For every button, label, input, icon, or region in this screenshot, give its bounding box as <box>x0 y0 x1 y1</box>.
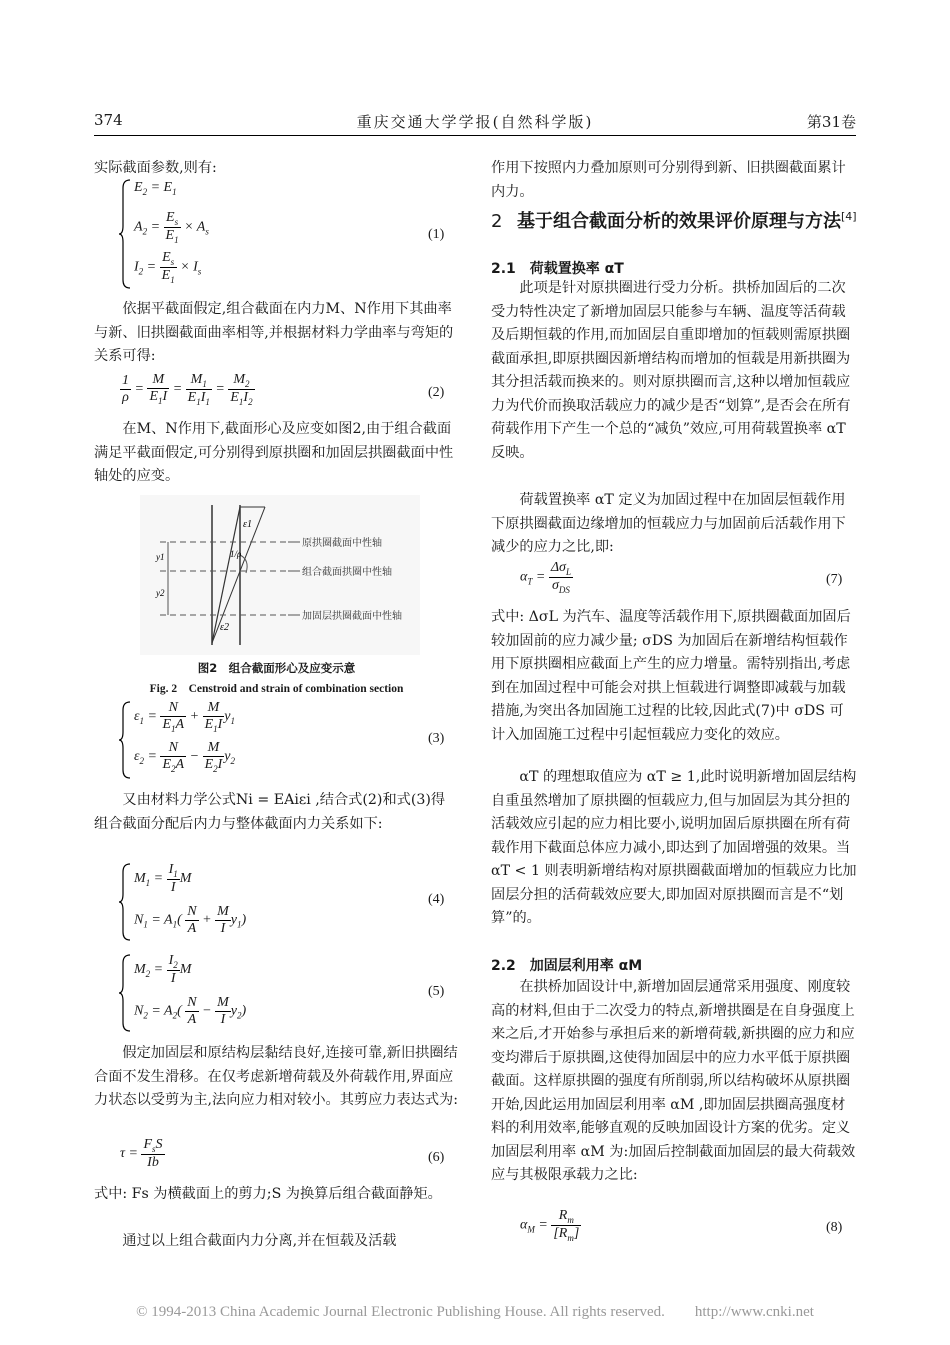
eq2-number: (2) <box>428 385 445 400</box>
equation-4: $M_1$ = $\frac{I_1}{I}$ M $N_1 = A_1$( $\frac{N}{A}$ + $\frac{M}{I}$ $y_1$) <box>118 862 318 942</box>
left-para-0: 实际截面参数,则有: <box>94 160 217 176</box>
section-2-2-heading: 2.2 加固层利用率 αM <box>491 958 643 974</box>
header-rule <box>94 135 856 136</box>
eq8-number: (8) <box>826 1220 843 1235</box>
right-para-0: 作用下按照内力叠加原则可分别得到新、旧拱圈截面累计内力。 <box>491 160 846 200</box>
copyright-footer: © 1994-2013 China Academic Journal Electronic Publishing House. All rights reserved. http://www.cnki.net <box>136 1304 814 1320</box>
eq4-number: (4) <box>428 892 445 907</box>
label-y1: y1 <box>156 552 165 562</box>
figure-2-diagram <box>140 495 420 655</box>
equation-3: $\varepsilon_1$ = $\frac{N}{E_1A}$ + $\frac{M}{E_1I}$ $y_1$ $\varepsilon_2$ = $\frac{N}{E_2A}$ − $\frac{M}{E_2I}$ $y_2$ <box>118 700 318 780</box>
left-para-1: 依据平截面假定,组合截面在内力M、N作用下其曲率与新、旧拱圈截面曲率相等,并根据材料力学曲率与弯矩的关系可得: <box>94 301 454 364</box>
equation-6: τ = $\frac{F_sS}{Ib}$ <box>120 1137 163 1170</box>
brace-icon <box>118 862 132 942</box>
eq6-number: (6) <box>428 1150 445 1165</box>
section-2-1-heading: 2.1 荷载置换率 αT <box>491 261 624 277</box>
left-para-6: 通过以上组合截面内力分离,并在恒载及活载 <box>122 1233 397 1249</box>
section-2-ref: [4] <box>841 210 857 223</box>
equation-8: $\alpha_M$ = $\frac{R_m}{[R_m]}$ <box>520 1208 580 1243</box>
right-para-4: αT 的理想取值应为 αT ≥ 1,此时说明新增加固层结构自重虽然增加了原拱圈的恒载应力,但与加固层为其分担的活载效应引起的应力相比要小,说明加固后原拱圈在所有荷载作用下截面总体应力减小,即达到了加固增强的效果。当 αT < 1 则表明新增结构对原拱圈截面增加的恒载应力比加固层分担的活荷载效应要大,即加固对原拱圈而言是不“划算”的。 <box>491 769 857 926</box>
left-para-4: 假定加固层和原结构层黏结良好,连接可靠,新旧拱圈结合面不发生滑移。在仅考虑新增荷载及外荷载作用,界面应力状态以受剪为主,法向应力相对较小。其剪应力表达式为: <box>94 1045 458 1108</box>
label-y2: y2 <box>156 588 165 598</box>
left-para-3: 又由材料力学公式Ni = EAiεi ,结合式(2)和式(3)得组合截面分配后内力与整体截面内力关系如下: <box>94 792 446 832</box>
brace-icon <box>118 953 132 1033</box>
left-para-5: 式中: Fs 为横截面上的剪力;S 为换算后组合截面静矩。 <box>94 1186 442 1202</box>
equation-7: $\alpha_T$ = $\frac{\Delta\sigma_L}{\sigma_{DS}}$ <box>520 560 571 595</box>
section-2-heading <box>491 204 857 235</box>
label-epsilon1: ε1 <box>243 519 252 530</box>
label-curvature: 1/ρ <box>230 549 242 559</box>
section-2-number: 2 <box>491 211 503 232</box>
right-para-5: 在拱桥加固设计中,新增加固层通常采用强度、刚度较高的材料,但由于二次受力的特点,新增拱圈是在自身强度上来之后,才开始参与承担后来的新增荷载,新拱圈的应力和应变均滞后于原拱圈,这使得加固层中的应力水平低于原拱圈截面。这样原拱圈的强度有所削弱,所以结构破坏从原拱圈开始,因此运用加固层利用率 αM ,即加固层拱圈高强度材料的利用效率,能够直观的反映加固设计方案的优劣。定义加固层利用率 αM 为:加固后控制截面加固层的最大荷载效应与其极限承载力之比: <box>491 979 856 1183</box>
equation-1: $E_2 = E_1$ $A_2$ = $\frac{E_s}{E_1}$ × $A_s$ $I_2$ = $\frac{E_s}{E_1}$ × $I_s$ <box>118 178 318 290</box>
eq1-number: (1) <box>428 227 445 242</box>
eq3-number: (3) <box>428 731 445 746</box>
right-para-2: 荷载置换率 αT 定义为加固过程中在加固层恒载作用下原拱圈截面边缘增加的恒载应力与加固前后活载作用下减少的应力之比,即: <box>491 492 846 555</box>
eq5-number: (5) <box>428 984 445 999</box>
brace-icon <box>118 178 132 290</box>
brace-icon <box>118 700 132 780</box>
equation-2: $\frac{1}{\rho}$ = $\frac{M}{E_1I}$ = $\frac{M_1}{E_1I_1}$ = $\frac{M_2}{E_1I_2}$ <box>122 372 253 407</box>
right-para-3: 式中: ΔσL 为汽车、温度等活载作用下,原拱圈截面加固后较加固前的应力减少量; σDS 为加固后在新增结构恒载作用下原拱圈相应截面上产生的应力增量。需特别指出,考虑到在加固过程中可能会对拱上恒载进行调整即减载与加载措施,为突出各加固施工过程的比较,因此式(7)中 σDS 可计入加固施工过程中引起恒载应力变化的效应。 <box>491 609 851 743</box>
volume-label: 第31卷 <box>806 113 856 131</box>
label-original-axis: 原拱圈截面中性轴 <box>302 538 382 549</box>
equation-5: $M_2$ = $\frac{I_2}{I}$ M $N_2 = A_2$( $\frac{N}{A}$ − $\frac{M}{I}$ $y_2$) <box>118 953 318 1033</box>
running-header <box>94 111 856 135</box>
label-combined-axis: 组合截面拱圈中性轴 <box>302 567 392 578</box>
figure-caption-cn: 图2 组合截面形心及应变示意 <box>197 661 356 675</box>
label-epsilon2: ε2 <box>220 622 229 633</box>
eq7-number: (7) <box>826 572 843 587</box>
figure-caption-en: Fig. 2 Censtroid and strain of combination section <box>149 683 404 695</box>
section-2-title: 基于组合截面分析的效果评价原理与方法 <box>517 211 841 232</box>
label-reinforcement-axis: 加固层拱圈截面中性轴 <box>302 611 402 622</box>
journal-title: 重庆交通大学学报(自然科学版) <box>356 113 594 131</box>
right-para-1: 此项是针对原拱圈进行受力分析。拱桥加固后的二次受力特性决定了新增加固层只能参与车辆、温度等活荷载及后期恒载的作用,而加固层自重即增加的恒载则需原拱圈截面承担,即原拱圈因新增结构而增加的恒载是用新拱圈为其分担活载而换来的。则对原拱圈而言,这种以增加恒载应力为代价而换取活载应力的减少是否“划算”,是否会在所有荷载作用下产生一个总的“减负”效应,可用荷载置换率 αT 反映。 <box>491 280 851 461</box>
page-number: 374 <box>94 111 123 129</box>
left-para-2: 在M、N作用下,截面形心及应变如图2,由于组合截面满足平截面假定,可分别得到原拱圈和加固层拱圈截面中性轴处的应变。 <box>94 421 454 484</box>
